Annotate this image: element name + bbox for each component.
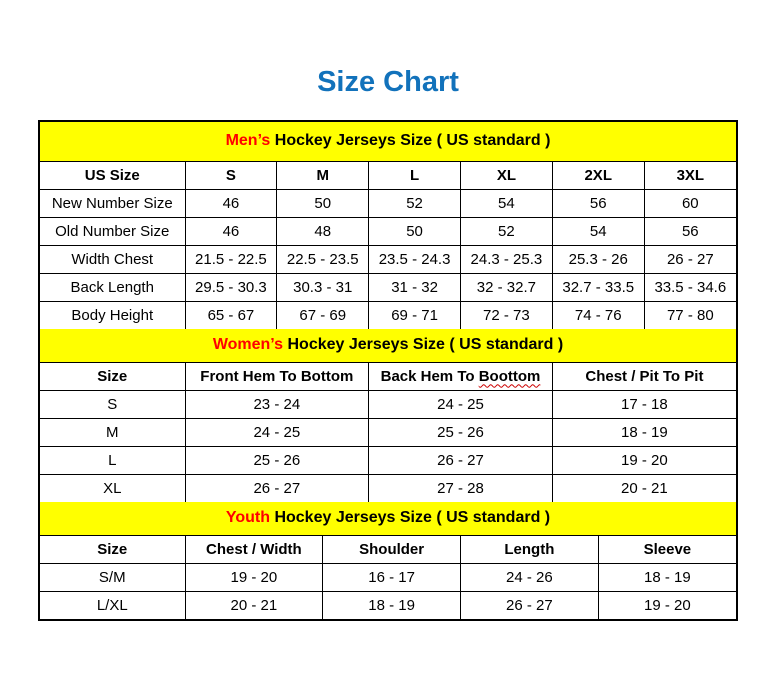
column-header: M [277,161,369,189]
table-cell: 27 - 28 [369,474,553,502]
youth-section-rest: Hockey Jerseys Size ( US standard ) [270,509,551,527]
table-cell: 72 - 73 [460,301,552,329]
youth-section-highlight: Youth [225,509,270,527]
table-cell: 26 - 27 [185,474,369,502]
column-header: XL [460,161,552,189]
column-header: 3XL [644,161,736,189]
row-label: Width Chest [40,245,185,273]
column-header: Front Hem To Bottom [185,362,369,390]
womens-section-band-row [40,329,736,362]
table-cell: 24 - 26 [461,563,599,591]
row-label: New Number Size [40,189,185,217]
table-cell: 32 - 32.7 [460,273,552,301]
column-header [369,362,553,390]
table-cell: 69 - 71 [369,301,461,329]
table-cell: 16 - 17 [323,563,461,591]
table-cell: 24 - 25 [369,390,553,418]
table-cell: 60 [644,189,736,217]
table-row [40,301,736,329]
youth-section-band-row [40,502,736,535]
table-cell: 20 - 21 [185,591,323,619]
table-cell: 25 - 26 [369,418,553,446]
table-cell: 54 [552,217,644,245]
row-label: L/XL [40,591,185,619]
youth-section-header [40,502,736,535]
table-cell: 52 [460,217,552,245]
table-cell: 56 [552,189,644,217]
womens-section-header [40,329,736,362]
table-cell: 33.5 - 34.6 [644,273,736,301]
table-cell: 67 - 69 [277,301,369,329]
womens-section-rest: Hockey Jerseys Size ( US standard ) [283,336,564,354]
mens-section-rest: Hockey Jerseys Size ( US standard ) [270,132,551,150]
column-header: Chest / Pit To Pit [552,362,736,390]
row-label: XL [40,474,185,502]
table-row [40,474,736,502]
mens-section-band-row [40,122,736,161]
table-cell: 19 - 20 [185,563,323,591]
column-header: Size [40,535,185,563]
table-cell: 24.3 - 25.3 [460,245,552,273]
table-cell: 20 - 21 [552,474,736,502]
row-label: L [40,446,185,474]
womens-size-table [40,329,736,502]
table-cell: 30.3 - 31 [277,273,369,301]
column-header: Chest / Width [185,535,323,563]
table-row [40,245,736,273]
size-chart-container [38,120,738,621]
table-cell: 32.7 - 33.5 [552,273,644,301]
row-label: S/M [40,563,185,591]
table-row [40,563,736,591]
table-cell: 25.3 - 26 [552,245,644,273]
column-header: Size [40,362,185,390]
table-row [40,390,736,418]
table-cell: 18 - 19 [598,563,736,591]
mens-size-table [40,122,736,329]
table-cell: 48 [277,217,369,245]
table-row [40,446,736,474]
column-header: S [185,161,277,189]
row-label: Back Length [40,273,185,301]
column-header: L [369,161,461,189]
row-label: Body Height [40,301,185,329]
column-header: 2XL [552,161,644,189]
table-row [40,217,736,245]
table-cell: 54 [460,189,552,217]
table-cell: 65 - 67 [185,301,277,329]
table-cell: 52 [369,189,461,217]
column-header: Length [461,535,599,563]
mens-section-header [40,122,736,161]
table-cell: 19 - 20 [598,591,736,619]
table-cell: 22.5 - 23.5 [277,245,369,273]
table-cell: 23.5 - 24.3 [369,245,461,273]
table-cell: 56 [644,217,736,245]
table-cell: 77 - 80 [644,301,736,329]
column-header-text: Back Hem To [380,367,479,385]
table-cell: 74 - 76 [552,301,644,329]
table-cell: 26 - 27 [644,245,736,273]
womens-section-highlight: Women’s [212,336,284,354]
table-cell: 26 - 27 [461,591,599,619]
row-label: S [40,390,185,418]
table-cell: 17 - 18 [552,390,736,418]
table-cell: 21.5 - 22.5 [185,245,277,273]
table-cell: 18 - 19 [552,418,736,446]
table-cell: 18 - 19 [323,591,461,619]
table-cell: 46 [185,217,277,245]
table-row [40,189,736,217]
table-cell: 31 - 32 [369,273,461,301]
column-header: Sleeve [598,535,736,563]
table-row [40,418,736,446]
table-cell: 50 [277,189,369,217]
table-row [40,591,736,619]
table-cell: 50 [369,217,461,245]
column-header: US Size [40,161,185,189]
table-cell: 46 [185,189,277,217]
table-cell: 26 - 27 [369,446,553,474]
misspelled-word: Boottom [478,367,541,385]
mens-section-highlight: Men’s [225,132,271,150]
youth-size-table [40,502,736,619]
table-row [40,273,736,301]
youth-header-row [40,535,736,563]
table-cell: 23 - 24 [185,390,369,418]
table-cell: 24 - 25 [185,418,369,446]
page-title: Size Chart [317,66,459,98]
womens-header-row [40,362,736,390]
table-cell: 19 - 20 [552,446,736,474]
column-header: Shoulder [323,535,461,563]
mens-header-row [40,161,736,189]
table-cell: 29.5 - 30.3 [185,273,277,301]
table-cell: 25 - 26 [185,446,369,474]
row-label: Old Number Size [40,217,185,245]
row-label: M [40,418,185,446]
